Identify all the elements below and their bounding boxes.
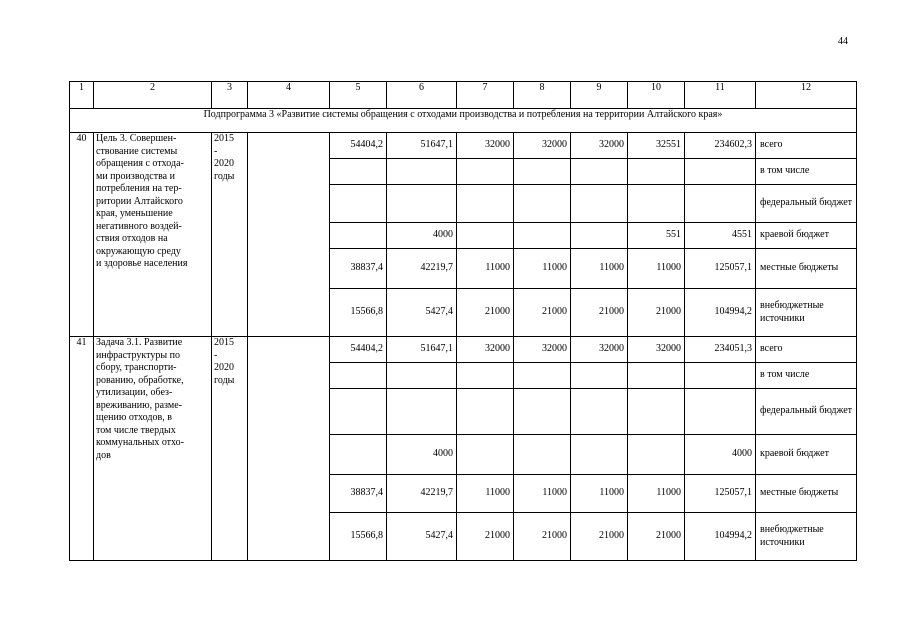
amount-cell — [628, 363, 685, 389]
funding-source: внебюджетные источники — [756, 513, 857, 561]
years-line: - — [214, 349, 218, 361]
amount-cell — [457, 389, 514, 435]
amount-cell: 21000 — [628, 513, 685, 561]
description-line: ми производства и — [96, 170, 175, 182]
amount-cell — [628, 185, 685, 223]
description-line: обращения с отхода- — [96, 158, 184, 169]
row-number: 41 — [70, 337, 94, 561]
description-line: том числе твердых — [96, 424, 176, 436]
description-line: негативного воздей- — [96, 220, 182, 232]
amount-cell — [628, 435, 685, 475]
years-line: 2020 — [214, 158, 234, 169]
description-line: инфраструктуры по — [96, 349, 180, 361]
amount-cell: 11000 — [571, 475, 628, 513]
years-line: годы — [214, 170, 235, 182]
column-header: 11 — [685, 82, 756, 109]
column-header: 2 — [94, 82, 212, 109]
amount-cell — [457, 159, 514, 185]
amount-cell — [387, 363, 457, 389]
amount-cell — [514, 435, 571, 475]
description-line: ствия отходов на — [96, 233, 168, 244]
years-line: - — [214, 145, 218, 157]
description-line: и здоровье населения — [96, 258, 188, 269]
amount-cell: 42219,7 — [387, 249, 457, 289]
subprogram-title: Подпрограмма 3 «Развитие системы обращения с отходами производства и потребления на территории Алтайского края» — [70, 109, 857, 133]
description-line: ритории Алтайского — [96, 195, 183, 207]
page-number: 44 — [838, 36, 848, 47]
amount-cell: 21000 — [514, 289, 571, 337]
amount-cell — [330, 435, 387, 475]
amount-cell: 11000 — [514, 475, 571, 513]
description-line: щению отходов, в — [96, 412, 172, 423]
amount-cell — [685, 363, 756, 389]
amount-cell: 21000 — [457, 513, 514, 561]
amount-cell — [387, 389, 457, 435]
amount-cell: 11000 — [457, 249, 514, 289]
amount-cell: 11000 — [628, 249, 685, 289]
amount-cell: 11000 — [514, 249, 571, 289]
column-header: 4 — [248, 82, 330, 109]
column-header: 3 — [212, 82, 248, 109]
amount-cell — [571, 389, 628, 435]
amount-cell — [571, 159, 628, 185]
amount-cell — [514, 389, 571, 435]
table-row — [70, 133, 857, 159]
description-line: ствование системы — [96, 145, 178, 157]
amount-cell: 32000 — [514, 133, 571, 159]
amount-cell — [571, 363, 628, 389]
amount-cell — [514, 363, 571, 389]
table-row — [70, 337, 857, 363]
description-line: сбору, транспорти- — [96, 362, 177, 373]
description-line: утилизации, обез- — [96, 387, 173, 398]
amount-cell: 234051,3 — [685, 337, 756, 363]
column-header: 9 — [571, 82, 628, 109]
amount-cell — [330, 363, 387, 389]
row-number: 40 — [70, 133, 94, 337]
subprogram-row — [70, 109, 857, 133]
amount-cell — [628, 159, 685, 185]
amount-cell — [330, 223, 387, 249]
amount-cell: 4000 — [387, 435, 457, 475]
column-header: 5 — [330, 82, 387, 109]
description-line: Задача 3.1. Развитие — [96, 337, 183, 348]
description-line: рованию, обработке, — [96, 374, 184, 386]
column-header: 7 — [457, 82, 514, 109]
column-header-row — [70, 82, 857, 109]
amount-cell: 32000 — [571, 133, 628, 159]
funding-source: внебюджетные источники — [756, 289, 857, 337]
item-description — [94, 337, 212, 561]
executor-cell — [248, 133, 330, 337]
amount-cell: 4000 — [387, 223, 457, 249]
years-cell — [212, 337, 248, 561]
amount-cell — [685, 159, 756, 185]
amount-cell — [514, 185, 571, 223]
amount-cell: 4551 — [685, 223, 756, 249]
amount-cell: 15566,8 — [330, 513, 387, 561]
amount-cell — [685, 185, 756, 223]
amount-cell — [457, 223, 514, 249]
amount-cell: 21000 — [571, 289, 628, 337]
amount-cell — [628, 389, 685, 435]
amount-cell: 51647,1 — [387, 133, 457, 159]
amount-cell: 551 — [628, 223, 685, 249]
funding-source: всего — [756, 133, 857, 159]
years-line: 2015 — [214, 133, 234, 144]
amount-cell: 4000 — [685, 435, 756, 475]
amount-cell — [514, 223, 571, 249]
amount-cell: 21000 — [628, 289, 685, 337]
executor-cell — [248, 337, 330, 561]
amount-cell: 21000 — [514, 513, 571, 561]
years-line: 2015 — [214, 337, 234, 348]
amount-cell: 38837,4 — [330, 249, 387, 289]
amount-cell: 5427,4 — [387, 289, 457, 337]
amount-cell: 32000 — [514, 337, 571, 363]
amount-cell: 32000 — [628, 337, 685, 363]
years-line: 2020 — [214, 362, 234, 373]
amount-cell — [457, 435, 514, 475]
amount-cell — [457, 185, 514, 223]
amount-cell: 125057,1 — [685, 249, 756, 289]
amount-cell: 11000 — [457, 475, 514, 513]
amount-cell: 21000 — [457, 289, 514, 337]
column-header: 10 — [628, 82, 685, 109]
description-line: коммунальных отхо- — [96, 437, 185, 448]
budget-table — [69, 81, 857, 561]
amount-cell: 51647,1 — [387, 337, 457, 363]
amount-cell: 32551 — [628, 133, 685, 159]
description-line: дов — [96, 449, 111, 461]
amount-cell: 234602,3 — [685, 133, 756, 159]
amount-cell — [571, 223, 628, 249]
amount-cell — [330, 389, 387, 435]
amount-cell — [571, 185, 628, 223]
amount-cell — [387, 159, 457, 185]
funding-source: федеральный бюджет — [756, 389, 857, 435]
amount-cell — [514, 159, 571, 185]
amount-cell — [685, 389, 756, 435]
funding-source: всего — [756, 337, 857, 363]
years-line: годы — [214, 374, 235, 386]
amount-cell: 38837,4 — [330, 475, 387, 513]
funding-source: местные бюджеты — [756, 475, 857, 513]
amount-cell: 21000 — [571, 513, 628, 561]
column-header: 8 — [514, 82, 571, 109]
funding-source: в том числе — [756, 363, 857, 389]
description-line: вреживанию, разме- — [96, 399, 182, 411]
amount-cell: 11000 — [571, 249, 628, 289]
amount-cell: 104994,2 — [685, 513, 756, 561]
funding-source: в том числе — [756, 159, 857, 185]
column-header: 1 — [70, 82, 94, 109]
description-line: Цель 3. Совершен- — [96, 133, 177, 144]
column-header: 6 — [387, 82, 457, 109]
amount-cell: 125057,1 — [685, 475, 756, 513]
amount-cell: 104994,2 — [685, 289, 756, 337]
amount-cell: 32000 — [457, 337, 514, 363]
amount-cell: 15566,8 — [330, 289, 387, 337]
amount-cell — [457, 363, 514, 389]
amount-cell — [330, 185, 387, 223]
funding-source: краевой бюджет — [756, 435, 857, 475]
years-cell — [212, 133, 248, 337]
amount-cell: 54404,2 — [330, 337, 387, 363]
amount-cell: 32000 — [457, 133, 514, 159]
amount-cell — [571, 435, 628, 475]
item-description — [94, 133, 212, 337]
amount-cell — [330, 159, 387, 185]
amount-cell — [387, 185, 457, 223]
amount-cell: 32000 — [571, 337, 628, 363]
funding-source: краевой бюджет — [756, 223, 857, 249]
description-line: края, уменьшение — [96, 208, 173, 219]
description-line: потребления на тер- — [96, 183, 182, 194]
amount-cell: 5427,4 — [387, 513, 457, 561]
column-header: 12 — [756, 82, 857, 109]
amount-cell: 42219,7 — [387, 475, 457, 513]
amount-cell: 11000 — [628, 475, 685, 513]
funding-source: федеральный бюджет — [756, 185, 857, 223]
amount-cell: 54404,2 — [330, 133, 387, 159]
funding-source: местные бюджеты — [756, 249, 857, 289]
description-line: окружающую среду — [96, 245, 181, 257]
